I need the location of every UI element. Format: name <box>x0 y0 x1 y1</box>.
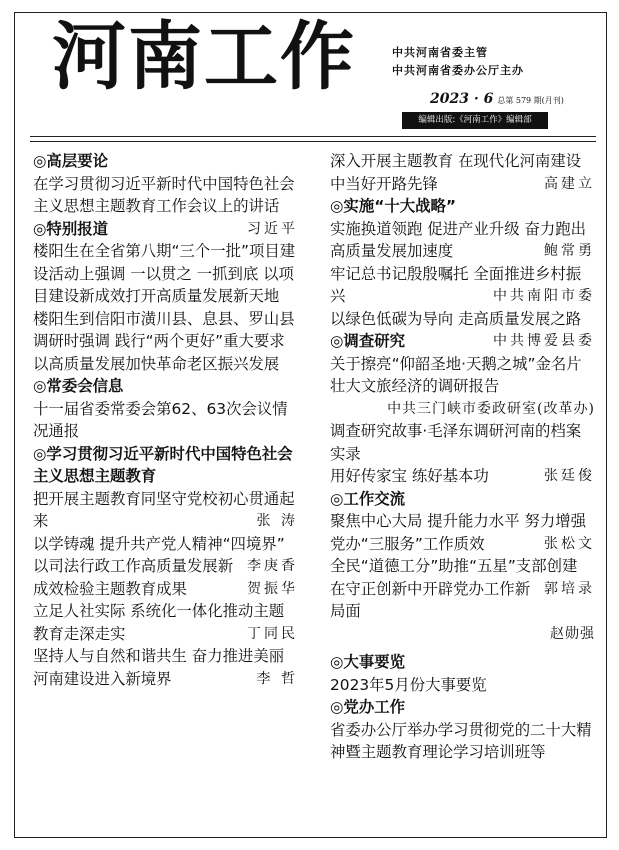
entry-author: 高建立 <box>544 175 595 192</box>
entry-title: 把开展主题教育同坚守党校初心贯通起来 <box>33 489 295 530</box>
entry-title: 以司法行政工作高质量发展新成效检验主题教育成果 <box>33 557 234 598</box>
toc-entry[interactable]: 十一届省委常委会第62、63次会议情况通报 <box>33 399 288 440</box>
toc-entry[interactable]: 省委办公厅举办学习贯彻党的二十大精神暨主题教育理论学习培训班等 <box>330 720 592 761</box>
entry-title: 在学习贯彻习近平新时代中国特色社会主义思想主题教育工作会议上的讲话 <box>33 174 295 215</box>
entry-author: 鲍常勇 <box>544 243 595 259</box>
toc-entry[interactable] <box>33 488 298 533</box>
toc-entry[interactable] <box>330 150 595 195</box>
entry-title: 全民“道德工分”助推“五星”支部创建 <box>330 557 578 575</box>
editor-bar: 编辑出版:《河南工作》编辑部 <box>402 112 548 129</box>
entry-title: 关于擦亮“仰韶圣地·天鹅之城”金名片壮大文旅经济的调研报告 <box>330 354 582 395</box>
section-heading: ◎特别报道 <box>33 219 108 238</box>
header-rule-2 <box>30 141 596 142</box>
toc-entry[interactable] <box>330 218 595 263</box>
toc-entry[interactable] <box>330 465 595 488</box>
section-heading: ◎大事要览 <box>330 653 405 671</box>
entry-author: 张 涛 <box>256 513 298 529</box>
entry-title: 实施换道领跑 促进产业升级 奋力跑出高质量发展加速度 <box>330 219 587 260</box>
section-heading: ◎常委会信息 <box>33 377 124 395</box>
issue-number: 2023 · 6 <box>430 91 494 107</box>
section-heading: ◎调查研究 <box>330 332 405 350</box>
entry-author: 中共博爱县委 <box>493 333 595 349</box>
entry-author: 张松文 <box>544 535 595 552</box>
entry-author: 郭培录 <box>544 580 595 597</box>
entry-title: 坚持人与自然和谐共生 奋力推进美丽河南建设进入新境界 <box>33 647 285 688</box>
section-heading: ◎党办工作 <box>330 698 405 716</box>
entry-author: 赵勋强 <box>550 625 595 642</box>
toc-entry[interactable]: 楼阳生到信阳市潢川县、息县、罗山县调研时强调 践行“两个更好”重大要求 以高质量发展加快革命老区振兴发展 <box>33 309 295 373</box>
entry-title: 立足人社实际 系统化一体化推动主题教育走深走实 <box>33 602 285 643</box>
section-heading: ◎高层要论 <box>33 152 108 170</box>
toc-entry[interactable] <box>330 510 595 555</box>
entry-author: 习近平 <box>247 220 298 237</box>
toc-entry[interactable] <box>330 555 595 597</box>
entry-author: 张廷俊 <box>544 468 595 484</box>
entry-title: 聚焦中心大局 提升能力水平 努力增强党办“三服务”工作质效 <box>330 512 587 553</box>
magazine-title: 河南工作 <box>52 14 356 100</box>
issue-meta: 总第 579 期(月刊) <box>497 96 564 105</box>
entry-title: 以绿色低碳为导向 走高质量发展之路 <box>330 309 582 328</box>
toc-entry[interactable]: 2023年5月份大事要览 <box>330 675 487 694</box>
header-rule <box>30 136 596 137</box>
toc-entry[interactable]: 楼阳生在全省第八期“三个一批”项目建设活动上强调 一以贯之 一抓到底 以项目建设新成效打开高质量发展新天地 <box>33 242 296 305</box>
sponsor-line: 中共河南省委主管 <box>392 46 488 59</box>
issue-info <box>430 88 564 107</box>
toc-entry[interactable] <box>330 353 595 421</box>
entry-title: 深入开展主题教育 在现代化河南建设中当好开路先锋 <box>330 152 582 193</box>
entry-author: 丁同民 <box>247 625 298 642</box>
entry-title: 在守正创新中开辟党办工作新局面 <box>330 579 531 620</box>
section-heading: ◎实施“十大战略” <box>330 197 457 215</box>
entry-title: 用好传家宝 练好基本功 <box>330 467 489 485</box>
entry-title: 牢记总书记殷殷嘱托 全面推进乡村振兴 <box>330 264 582 305</box>
toc-entry[interactable] <box>33 600 298 645</box>
entry-author: 中共三门峡市委政研室(改革办) <box>387 400 595 417</box>
entry-author: 李庚香 <box>247 558 298 574</box>
organizer-line: 中共河南省委办公厅主办 <box>392 64 524 77</box>
section-heading: ◎学习贯彻习近平新时代中国特色社会主义思想主题教育 <box>33 444 293 485</box>
toc-entry[interactable]: 调查研究故事·毛泽东调研河南的档案实录 <box>330 422 582 463</box>
section-heading: ◎工作交流 <box>330 489 405 508</box>
toc-left-column <box>33 150 298 690</box>
toc-entry[interactable] <box>330 263 595 308</box>
entry-author: 贺振华 <box>247 580 298 597</box>
entry-author: 中共南阳市委 <box>493 288 595 304</box>
toc-right-column <box>330 150 595 764</box>
entry-title: 以学铸魂 提升共产党人精神“四境界” <box>33 534 285 553</box>
entry-author: 李 哲 <box>256 670 298 687</box>
publisher-info <box>392 44 524 80</box>
toc-entry[interactable] <box>33 645 298 690</box>
toc-entry[interactable] <box>33 533 298 574</box>
